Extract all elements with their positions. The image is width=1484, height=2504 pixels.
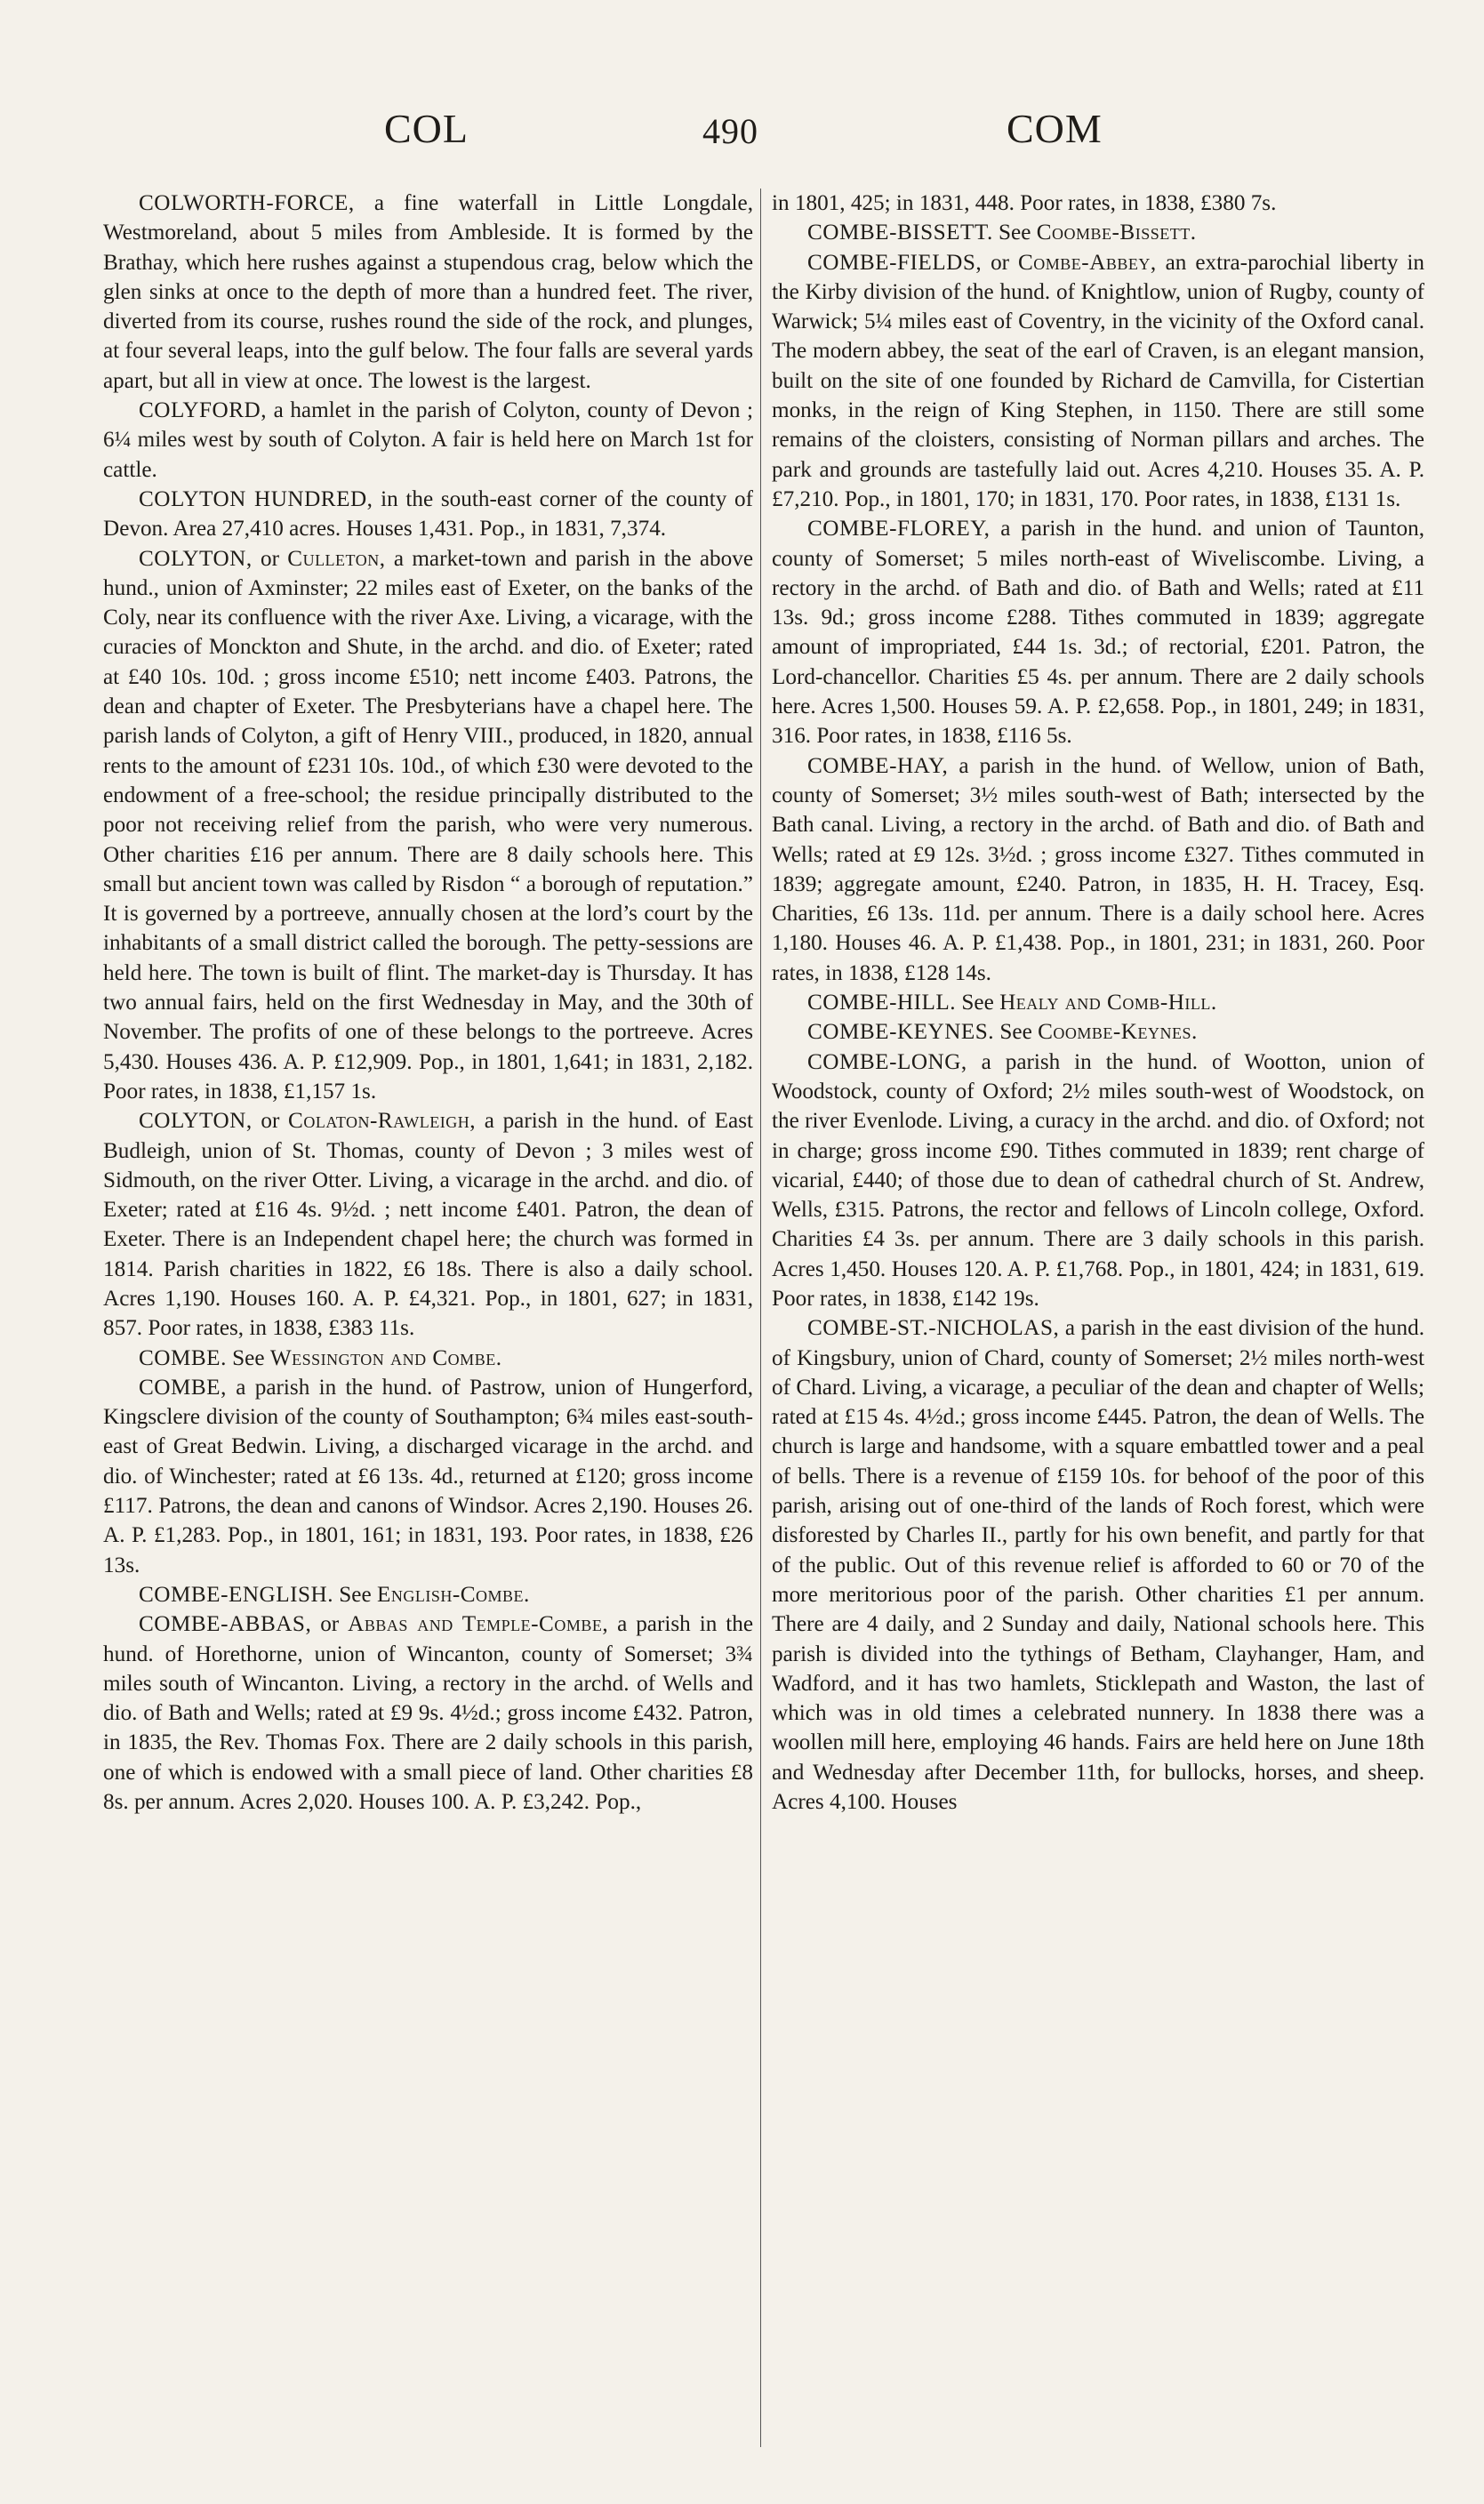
- gazetteer-entry: [772, 751, 1424, 988]
- entry-body: a hamlet in the parish of Colyton, county of Devon ; 6¼ miles west by south of Colyton. A fair is held here on March 1st for cattle.: [103, 398, 753, 482]
- entry-body: a parish in the hund. of Wellow, union of Bath, county of Somerset; 3½ miles south-west of Bath; intersected by the Bath canal. Living, a rectory in the archd. of Bath and dio. of Bath and Wells; rated at £9 12s. 3½d. ; gross income £327. Tithes commuted in 1839; aggregate amount, £240. Patron, in 1835, H. H. Tracey, Esq. Charities, £6 13s. 11d. per annum. There is a daily school here. Acres 1,180. Houses 46. A. P. £1,438. Pop., in 1801, 231; in 1831, 260. Poor rates, in 1838, £128 14s.: [772, 753, 1424, 985]
- entry-headword: COMBE.: [139, 1345, 227, 1370]
- entry-headword: COLYFORD,: [139, 398, 268, 423]
- entry-body: a parish in the east division of the hund. of Kingsbury, union of Chard, county of Somerset; 2½ miles north-west of Chard. Living, a vicarage, a peculiar of the dean and chapter of Wells; rated at £15 4s. 4½d.; gross income £445. Patron, the dean of Wells. The church is large and handsome, with a square embattled tower and a peal of bells. There is a revenue of £159 10s. for behoof of the poor of this parish, arising out of one-third of the lands of Roch forest, which were disforested by Charles II., partly for his own benefit, and partly for that of the public. Out of this revenue relief is afforded to 60 or 70 of the more meritorious poor of the parish. Other charities £1 per annum. There are 4 daily, and 2 Sunday and daily, National schools here. This parish is divided into the tythings of Betham, Clayhanger, Ham, and Wadford, and it has two hamlets, Sticklepath and Waston, the last of which was in old times a celebrated nunnery. In 1838 there was a woollen mill here, employing 46 hands. Fairs are held here on June 18th and Wednesday after December 11th, for bullocks, horses, and sheep. Acres 4,100. Houses: [772, 1316, 1424, 1815]
- entry-body: in the south-east corner of the county of Devon. Area 27,410 acres. Houses 1,431. Pop., in 1831, 7,374.: [103, 486, 753, 542]
- entry-body: a parish in the hund. of East Budleigh, union of St. Thomas, county of Devon ; 3 miles west of Sidmouth, on the river Otter. Living, a vicarage in the archd. and dio. of Exeter; rated at £16 4s. 9½d. ; nett income £401. Patron, the dean of Exeter. There is an Independent chapel here; the church was formed in 1814. Parish charities in 1822, £6 18s. There is also a daily school. Acres 1,190. Houses 160. A. P. £4,321. Pop., in 1801, 627; in 1831, 857. Poor rates, in 1838, £383 11s.: [103, 1109, 753, 1341]
- running-head: [0, 105, 1484, 158]
- entry-headword: COMBE-LONG,: [807, 1049, 967, 1074]
- entry-connector: See: [956, 991, 1000, 1015]
- entry-headword: COMBE,: [139, 1375, 227, 1400]
- entry-headword: COMBE-ABBAS,: [139, 1612, 312, 1637]
- entry-cross-reference: Culleton,: [287, 546, 386, 571]
- entry-connector: or: [252, 546, 288, 571]
- entry-headword: COMBE-BISSETT.: [807, 221, 993, 245]
- gazetteer-entry: [103, 544, 753, 1107]
- entry-body: in 1801, 425; in 1831, 448. Poor rates, in 1838, £380 7s.: [772, 191, 1277, 215]
- gazetteer-entry: [772, 189, 1424, 218]
- entry-headword: COLYTON,: [139, 1109, 253, 1134]
- entry-connector: See: [333, 1582, 377, 1607]
- entry-cross-reference: English-Combe.: [376, 1582, 530, 1607]
- entry-headword: COLWORTH-FORCE,: [139, 191, 355, 215]
- entry-connector: or: [252, 1109, 289, 1134]
- gazetteer-entry: [772, 1017, 1424, 1047]
- gazetteer-entry: [772, 1047, 1424, 1314]
- gazetteer-entry: [103, 189, 753, 396]
- entry-cross-reference: Abbas and Temple-Combe,: [348, 1612, 609, 1637]
- entry-headword: COMBE-HILL.: [807, 991, 957, 1015]
- entry-cross-reference: Combe-Abbey,: [1018, 250, 1157, 275]
- entry-headword: COMBE-HAY,: [807, 753, 949, 778]
- page-number: 490: [702, 111, 758, 151]
- entry-body: a parish in the hund. of Wootton, union of Woodstock, county of Oxford; 2½ miles south-west of Woodstock, on the river Evenlode. Living, a curacy in the archd. and dio. of Oxford; not in charge; gross income £90. Tithes commuted in 1839; rent charge of vicarial, £440; of those due to dean of cathedral church of St. Andrew, Wells, £315. Patrons, the rector and fellows of Lincoln college, Oxford. Charities £4 3s. per annum. There are 3 daily schools in this parish. Acres 1,450. Houses 120. A. P. £1,768. Pop., in 1801, 424; in 1831, 619. Poor rates, in 1838, £142 19s.: [772, 1049, 1424, 1311]
- entry-connector: or: [982, 250, 1018, 275]
- gazetteer-entry: [103, 1106, 753, 1343]
- gazetteer-entry: [103, 1580, 753, 1609]
- entry-headword: COLYTON HUNDRED,: [139, 486, 373, 511]
- entry-headword: COMBE-KEYNES.: [807, 1020, 995, 1045]
- left-guide-word: COL: [384, 106, 469, 151]
- gazetteer-entry: [103, 485, 753, 544]
- entry-cross-reference: Healy and Comb-Hill.: [999, 991, 1217, 1015]
- right-guide-word: COM: [1007, 106, 1103, 151]
- entry-headword: COLYTON,: [139, 546, 253, 571]
- gazetteer-entry: [103, 396, 753, 485]
- entry-connector: See: [992, 221, 1037, 245]
- entry-cross-reference: Coombe-Bissett.: [1036, 221, 1197, 245]
- right-column: [772, 189, 1424, 1817]
- gazetteer-entry: [772, 514, 1424, 750]
- gazetteer-entry: [772, 988, 1424, 1017]
- column-divider: [760, 189, 761, 2447]
- entry-cross-reference: Wessington and Combe.: [269, 1345, 502, 1370]
- gazetteer-entry: [772, 1313, 1424, 1817]
- entry-headword: COMBE-FIELDS,: [807, 250, 983, 275]
- gazetteer-entry: [103, 1373, 753, 1580]
- entry-cross-reference: Coombe-Keynes.: [1038, 1020, 1198, 1045]
- entry-body: a parish in the hund. of Pastrow, union of Hungerford, Kingsclere division of the county of Southampton; 6¾ miles east-south-east of Great Bedwin. Living, a discharged vicarage in the archd. and dio. of Winchester; rated at £6 13s. 4d., returned at £120; gross income £117. Patrons, the dean and canons of Windsor. Acres 2,190. Houses 26. A. P. £1,283. Pop., in 1801, 161; in 1831, 193. Poor rates, in 1838, £26 13s.: [103, 1375, 753, 1577]
- gazetteer-entry: [103, 1609, 753, 1817]
- gazetteer-entry: [772, 218, 1424, 247]
- entry-body: a fine waterfall in Little Longdale, Westmoreland, about 5 miles from Ambleside. It is formed by the Brathay, which here rushes against a stupendous crag, below which the glen sinks at once to the depth of more than a hundred feet. The river, diverted from its course, rushes round the side of the rock, and plunges, at four several leaps, into the gulf below. The four falls are several yards apart, but all in view at once. The lowest is the largest.: [103, 191, 753, 393]
- entry-headword: COMBE-FLOREY,: [807, 517, 991, 542]
- gazetteer-entry: [772, 248, 1424, 515]
- entry-headword: COMBE-ST.-NICHOLAS,: [807, 1316, 1060, 1341]
- entry-cross-reference: Colaton-Rawleigh,: [288, 1109, 477, 1134]
- entry-body: an extra-parochial liberty in the Kirby division of the hund. of Knightlow, union of Rugby, county of Warwick; 5¼ miles east of Coventry, in the vicinity of the Oxford canal. The modern abbey, the seat of the earl of Craven, is an elegant mansion, built on the site of one founded by Richard de Camvilla, for Cistertian monks, in the reign of King Stephen, in 1150. There are still some remains of the cloisters, consisting of Norman pillars and arches. The park and grounds are tastefully laid out. Acres 4,210. Houses 35. A. P. £7,210. Pop., in 1801, 170; in 1831, 170. Poor rates, in 1838, £131 1s.: [772, 250, 1425, 511]
- entry-connector: or: [311, 1612, 349, 1637]
- entry-body: a market-town and parish in the above hund., union of Axminster; 22 miles east of Exeter, on the banks of the Coly, near its confluence with the river Axe. Living, a vicarage, with the curacies of Monckton and Shute, in the archd. and dio. of Exeter; rated at £40 10s. 10d. ; gross income £510; nett income £403. Patrons, the dean and chapter of Exeter. The Presbyterians have a chapel here. The parish lands of Colyton, a gift of Henry VIII., produced, in 1820, annual rents to the amount of £231 10s. 10d., of which £30 were devoted to the endowment of a free-school; the residue principally distributed to the poor not receiving relief from the parish, who were very numerous. Other charities £16 per annum. There are 8 daily schools here. This small but ancient town was called by Risdon “ a borough of reputation.” It is governed by a portreeve, annually chosen at the lord’s court by the inhabitants of a small district called the borough. The petty-sessions are held here. The town is built of flint. The market-day is Thursday. It has two annual fairs, held on the first Wednesday in May, and the 30th of November. The profits of one of these belongs to the portreeve. Acres 5,430. Houses 436. A. P. £12,909. Pop., in 1801, 1,641; in 1831, 2,182. Poor rates, in 1838, £1,157 1s.: [103, 546, 753, 1104]
- entry-connector: See: [994, 1020, 1039, 1045]
- entry-body: a parish in the hund. of Horethorne, union of Wincanton, county of Somerset; 3¾ miles south of Wincanton. Living, a rectory in the archd. of Wells and dio. of Bath and Wells; rated at £9 9s. 4½d.; gross income £432. Patron, in 1835, the Rev. Thomas Fox. There are 2 daily schools in this parish, one of which is endowed with a small piece of land. Other charities £8 8s. per annum. Acres 2,020. Houses 100. A. P. £3,242. Pop.,: [103, 1612, 753, 1815]
- gazetteer-entry: [103, 1344, 753, 1373]
- entry-body: a parish in the hund. and union of Taunton, county of Somerset; 5 miles north-east of Wiveliscombe. Living, a rectory in the archd. of Bath and dio. of Bath and Wells; rated at £11 13s. 9d.; gross income £288. Tithes commuted in 1839; aggregate amount of impropriated, £44 1s. 3d.; of rectorial, £201. Patron, the Lord-chancellor. Charities £5 4s. per annum. There are 2 daily schools here. Acres 1,500. Houses 59. A. P. £2,658. Pop., in 1801, 249; in 1831, 316. Poor rates, in 1838, £116 5s.: [772, 517, 1424, 749]
- entry-connector: See: [226, 1345, 270, 1370]
- entry-headword: COMBE-ENGLISH.: [139, 1582, 333, 1607]
- left-column: [103, 189, 753, 1817]
